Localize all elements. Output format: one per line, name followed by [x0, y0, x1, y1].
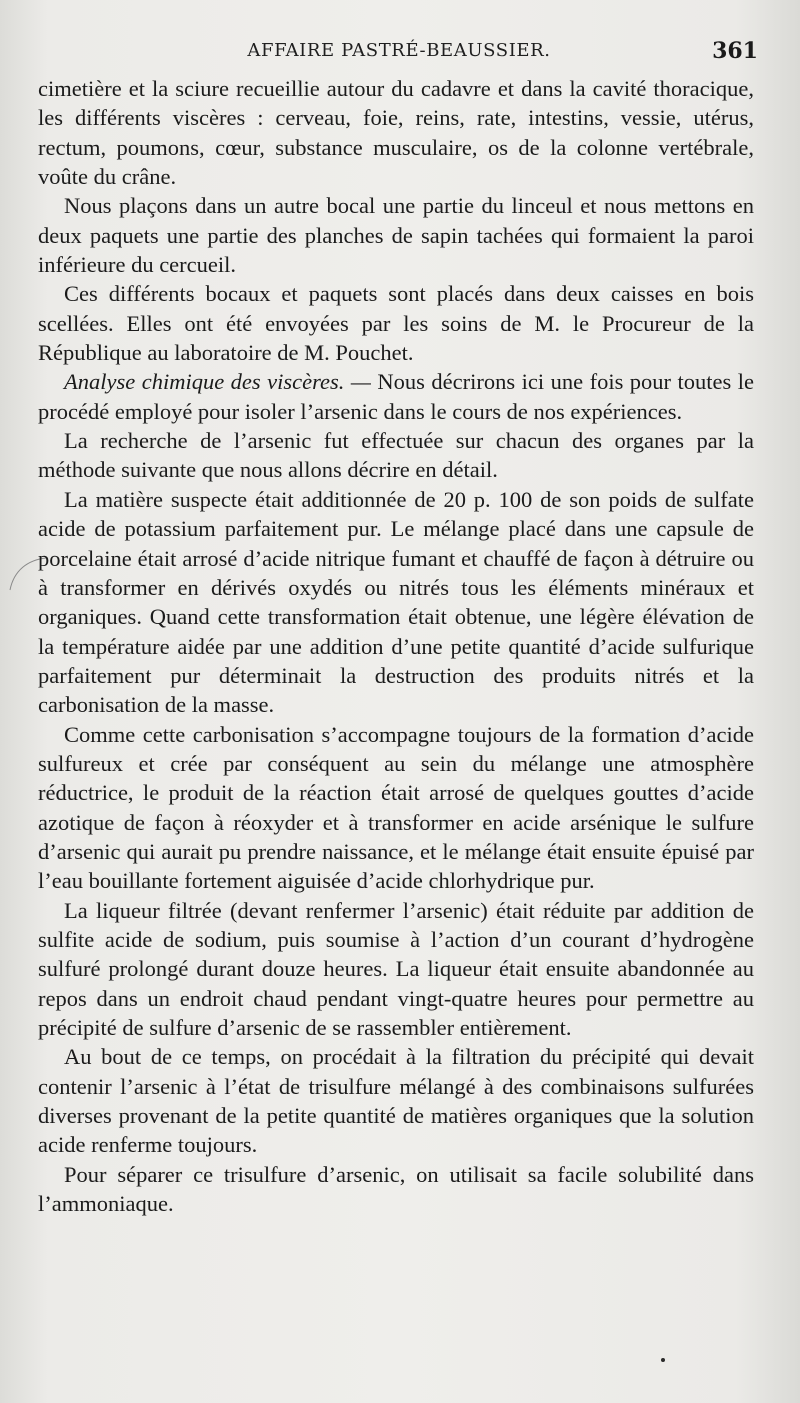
paragraph-2: Nous plaçons dans un autre bocal une partie du linceul et nous mettons en deux paquets une partie des planches de sapin tachées qui formaient la paroi inférieure du cercueil. [38, 193, 754, 278]
page-number: 361 [712, 38, 758, 64]
ink-dot [661, 1358, 665, 1362]
paragraph-9: Au bout de ce temps, on procédait à la filtration du précipité qui devait contenir l’arsenic à l’état de trisulfure mélangé à des combinaisons sulfurées diverses provenant de la petite quantité de matières organiques que la solution acide renferme toujours. [38, 1044, 754, 1158]
paragraph-10: Pour séparer ce trisulfure d’arsenic, on utilisait sa facile solubilité dans l’ammoniaque. [38, 1161, 754, 1217]
section-heading: Analyse chimique des viscères. — [64, 369, 371, 395]
page-header [40, 38, 758, 70]
paragraph-1: cimetière et la sciure recueillie autour du cadavre et dans la cavité thoracique, les différents viscères : cerveau, foie, reins, rate, intestins, vessie, utérus, rectum, poumons, cœur, substance musculaire, os de la colonne vertébrale, voûte du crâne. [38, 76, 754, 190]
running-title: AFFAIRE PASTRÉ-BEAUSSIER. [247, 40, 551, 61]
body-text [38, 74, 754, 1218]
paragraph-4-text: Nous décrirons ici une fois pour toutes le procédé employé pour isoler l’arsenic dans le cours de nos expériences. [38, 369, 755, 424]
paragraph-7: Comme cette carbonisation s’accompagne toujours de la formation d’acide sulfureux et crée par conséquent au sein du mélange une atmosphère réductrice, le produit de la réaction était arrosé de quelques gouttes d’acide azotique de façon à réoxyder et à transformer en acide arsénique le sulfure d’arsenic qui aurait pu prendre naissance, et le mélange était ensuite épuisé par l’eau bouillante fortement aiguisée d’acide chlorhydrique pur. [38, 721, 754, 894]
paragraph-5: La recherche de l’arsenic fut effectuée sur chacun des organes par la méthode suivante que nous allons décrire en détail. [38, 428, 754, 483]
paragraph-6: La matière suspecte était additionnée de 20 p. 100 de son poids de sulfate acide de potassium parfaitement pur. Le mélange placé dans une capsule de porcelaine était arrosé d’acide nitrique fumant et chauffé de façon à détruire ou à transformer en dérivés oxydés ou nitrés tous les éléments minéraux et organiques. Quand cette transformation était obtenue, une légère élévation de la température aidée par une addition d’une petite quantité d’acide sulfurique parfaitement pur déterminait la destruction des produits nitrés et la carbonisation de la masse. [38, 486, 754, 718]
paragraph-3: Ces différents bocaux et paquets sont placés dans deux caisses en bois scellées. Elles ont été envoyées par les soins de M. le Procureur de la République au laboratoire de M. Pouchet. [38, 281, 754, 366]
paragraph-4 [38, 367, 754, 426]
paragraph-8: La liqueur filtrée (devant renfermer l’arsenic) était réduite par addition de sulfite acide de sodium, puis soumise à l’action d’un courant d’hydrogène sulfuré prolongé durant douze heures. La liqueur était ensuite abandonnée au repos dans un endroit chaud pendant vingt-quatre heures pour permettre au précipité de sulfure d’arsenic de se rassembler entièrement. [38, 897, 754, 1040]
